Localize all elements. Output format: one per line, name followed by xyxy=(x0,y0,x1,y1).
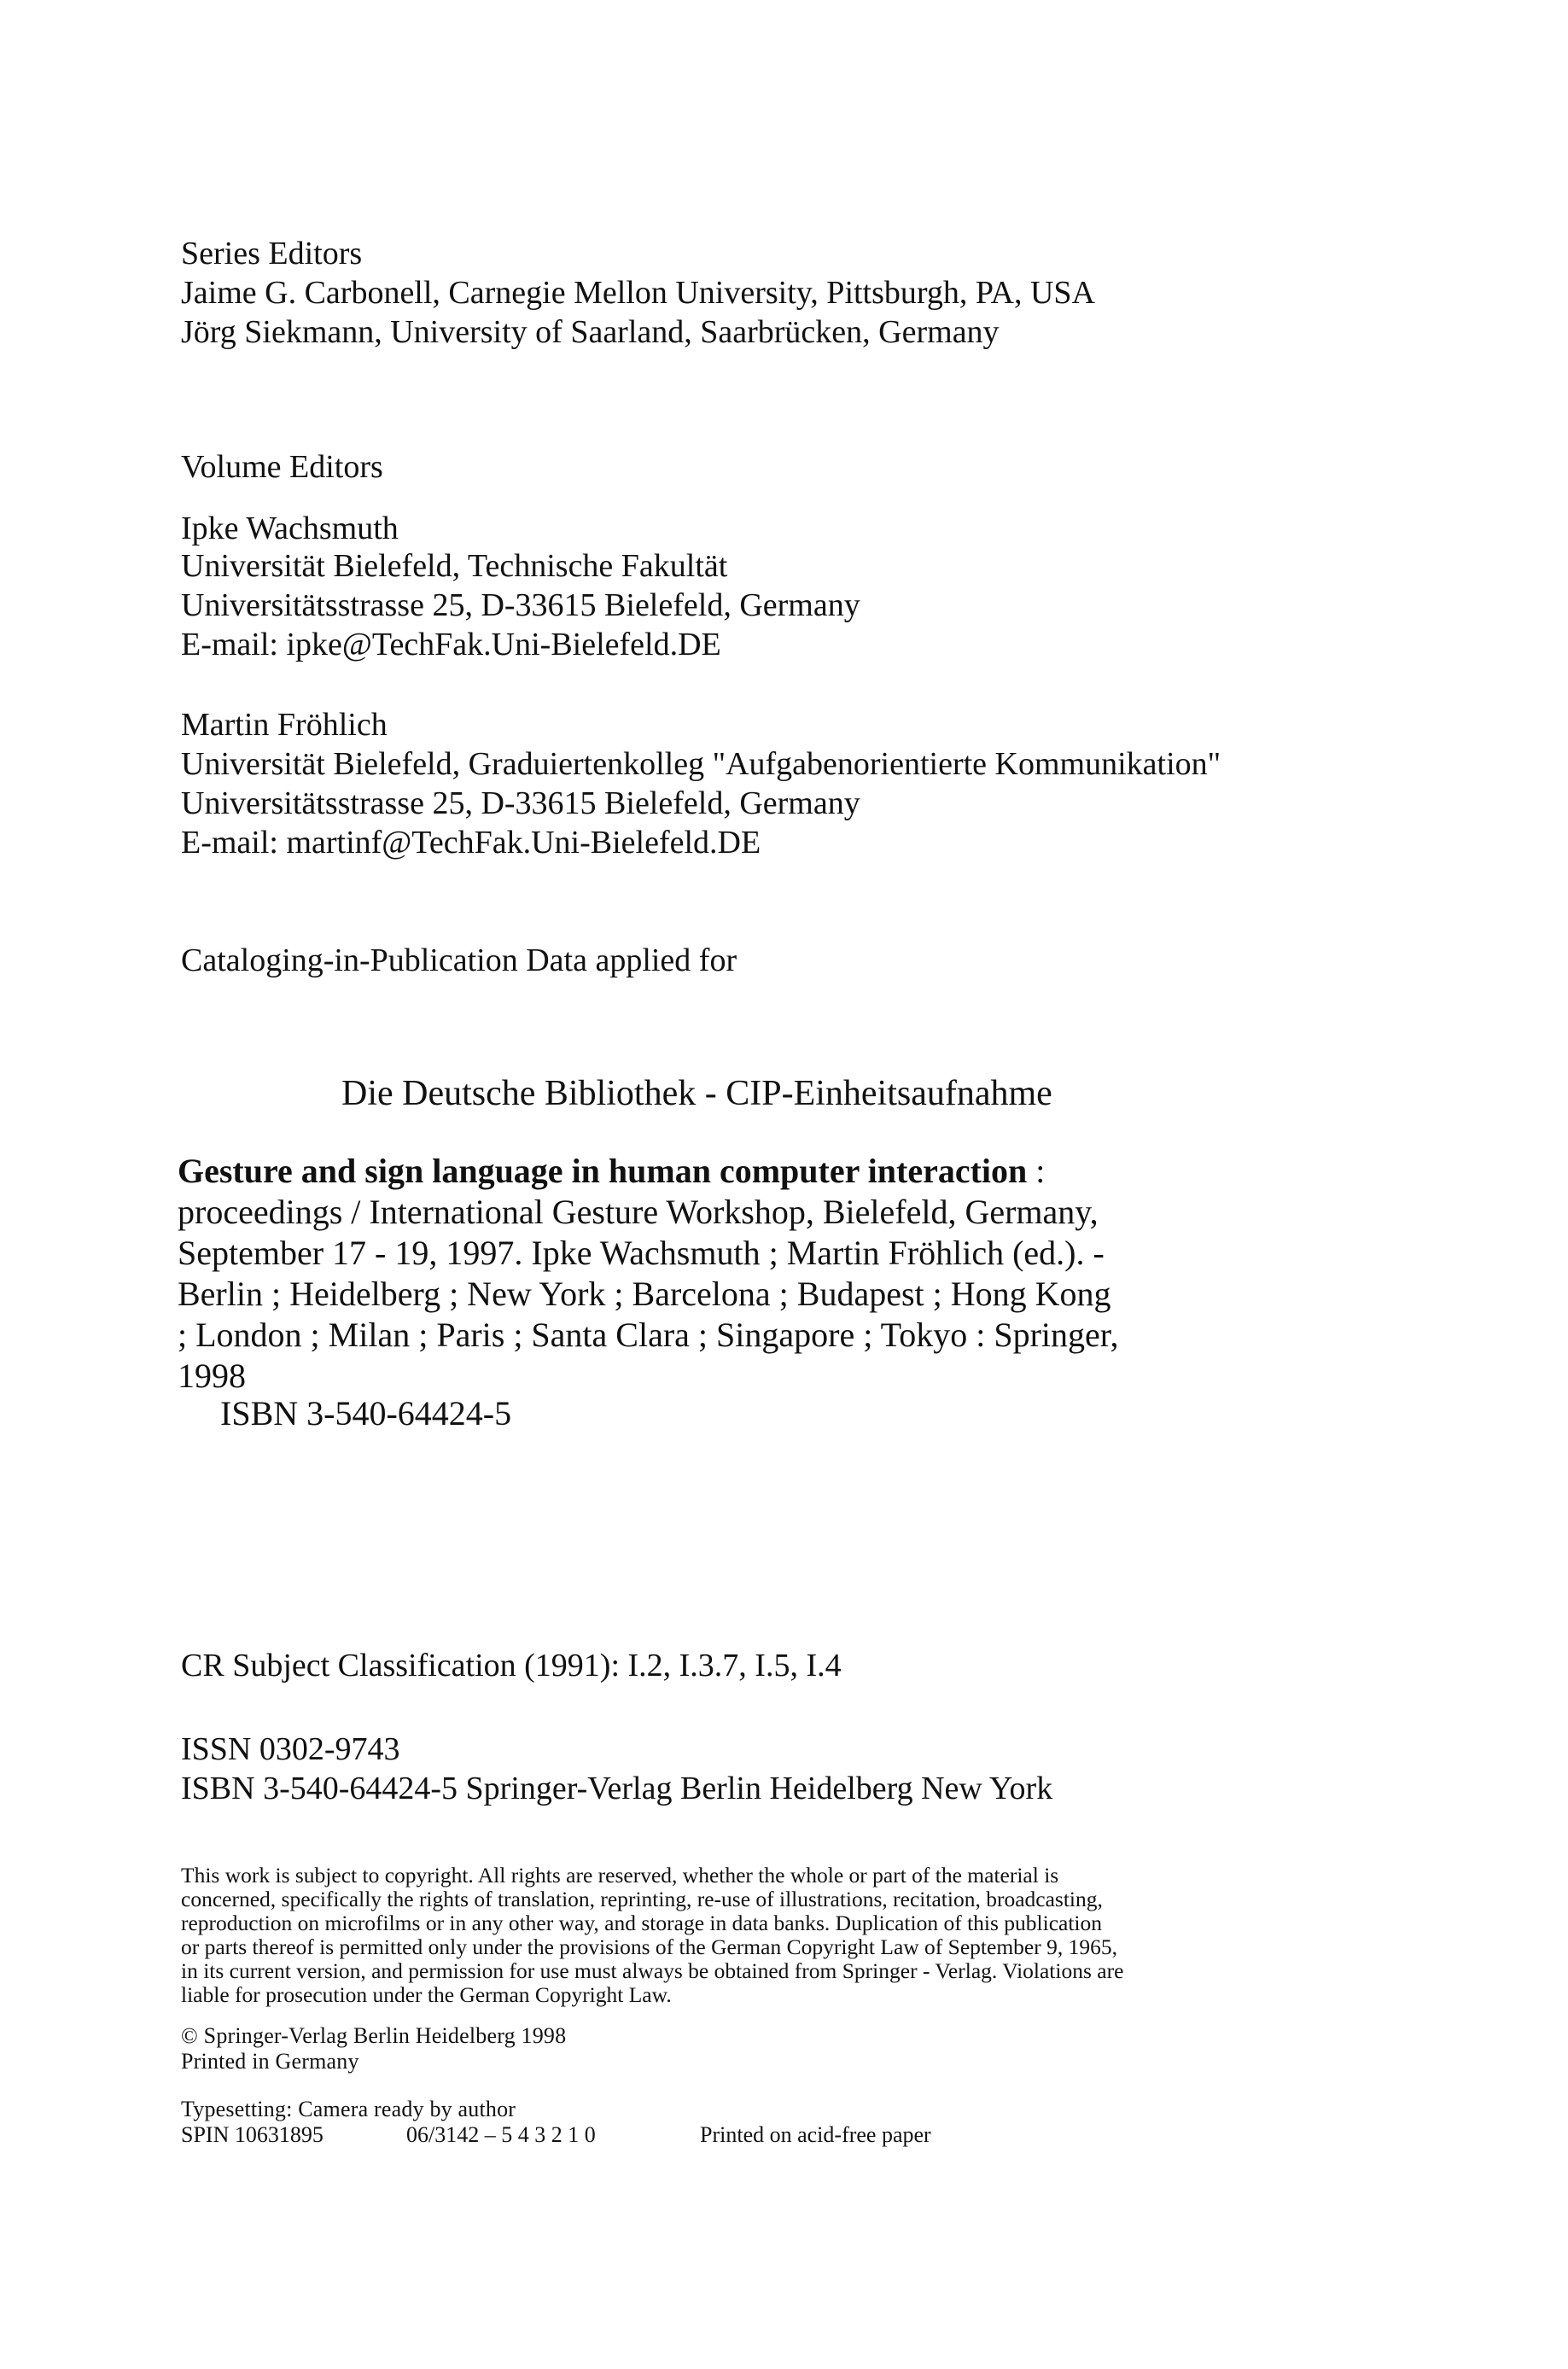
editor-affiliation: Universität Bielefeld, Graduiertenkolleg "Aufgabenorientierte Kommunikation" xyxy=(181,746,1221,782)
cip-line: ; London ; Milan ; Paris ; Santa Clara ; Singapore ; Tokyo : Springer, xyxy=(178,1316,1119,1354)
copyright-line: liable for prosecution under the German Copyright Law. xyxy=(181,1982,672,2007)
spin-code: 06/3142 – 5 4 3 2 1 0 xyxy=(406,2122,596,2147)
cip-isbn: ISBN 3-540-64424-5 xyxy=(220,1394,512,1432)
editor-affiliation: Universität Bielefeld, Technische Fakultät xyxy=(181,548,728,584)
cip-line: September 17 - 19, 1997. Ipke Wachsmuth ; Martin Fröhlich (ed.). - xyxy=(178,1234,1105,1272)
copyright-line: in its current version, and permission for use must always be obtained from Springer - Verlag. Violations are xyxy=(181,1958,1124,1983)
cip-title-suffix: : xyxy=(1027,1152,1046,1190)
series-editor-line: Jaime G. Carbonell, Carnegie Mellon University, Pittsburgh, PA, USA xyxy=(181,275,1095,311)
cip-heading: Die Deutsche Bibliothek - CIP-Einheitsaufnahme xyxy=(341,1074,1052,1113)
volume-editors-heading: Volume Editors xyxy=(181,449,383,485)
copyright-line: This work is subject to copyright. All rights are reserved, whether the whole or part of the material is xyxy=(181,1863,1059,1888)
cataloging-note: Cataloging-in-Publication Data applied for xyxy=(181,942,737,978)
cip-title: Gesture and sign language in human computer interaction xyxy=(178,1152,1028,1190)
acid-free-note: Printed on acid-free paper xyxy=(700,2122,931,2147)
typesetting: Typesetting: Camera ready by author xyxy=(181,2097,516,2121)
copyright-holder: © Springer-Verlag Berlin Heidelberg 1998 xyxy=(181,2023,567,2048)
editor-name: Martin Fröhlich xyxy=(181,707,388,743)
cip-line: Berlin ; Heidelberg ; New York ; Barcelona ; Budapest ; Hong Kong xyxy=(178,1275,1111,1313)
spin-number: SPIN 10631895 xyxy=(181,2122,324,2147)
editor-address: Universitätsstrasse 25, D-33615 Bielefeld, Germany xyxy=(181,587,860,623)
editor-name: Ipke Wachsmuth xyxy=(181,511,399,546)
printed-in: Printed in Germany xyxy=(181,2049,359,2074)
issn: ISSN 0302-9743 xyxy=(181,1731,400,1767)
isbn-publisher: ISBN 3-540-64424-5 Springer-Verlag Berlin Heidelberg New York xyxy=(181,1771,1053,1806)
series-editor-line: Jörg Siekmann, University of Saarland, Saarbrücken, Germany xyxy=(181,314,1000,350)
copyright-line: or parts thereof is permitted only under the provisions of the German Copyright Law of September 9, 1965, xyxy=(181,1934,1117,1959)
cip-line: 1998 xyxy=(178,1357,246,1395)
editor-email: E-mail: ipke@TechFak.Uni-Bielefeld.DE xyxy=(181,627,721,662)
series-editors-heading: Series Editors xyxy=(181,236,363,271)
copyright-line: concerned, specifically the rights of translation, reprinting, re-use of illustrations, recitation, broadcasting, xyxy=(181,1887,1103,1911)
cip-title-line xyxy=(178,1154,1045,1188)
editor-email: E-mail: martinf@TechFak.Uni-Bielefeld.DE xyxy=(181,825,761,861)
cip-line: proceedings / International Gesture Workshop, Bielefeld, Germany, xyxy=(178,1193,1099,1231)
cr-classification: CR Subject Classification (1991): I.2, I.3.7, I.5, I.4 xyxy=(181,1648,842,1683)
copyright-line: reproduction on microfilms or in any other way, and storage in data banks. Duplication of this publication xyxy=(181,1911,1103,1935)
editor-address: Universitätsstrasse 25, D-33615 Bielefeld, Germany xyxy=(181,785,860,821)
